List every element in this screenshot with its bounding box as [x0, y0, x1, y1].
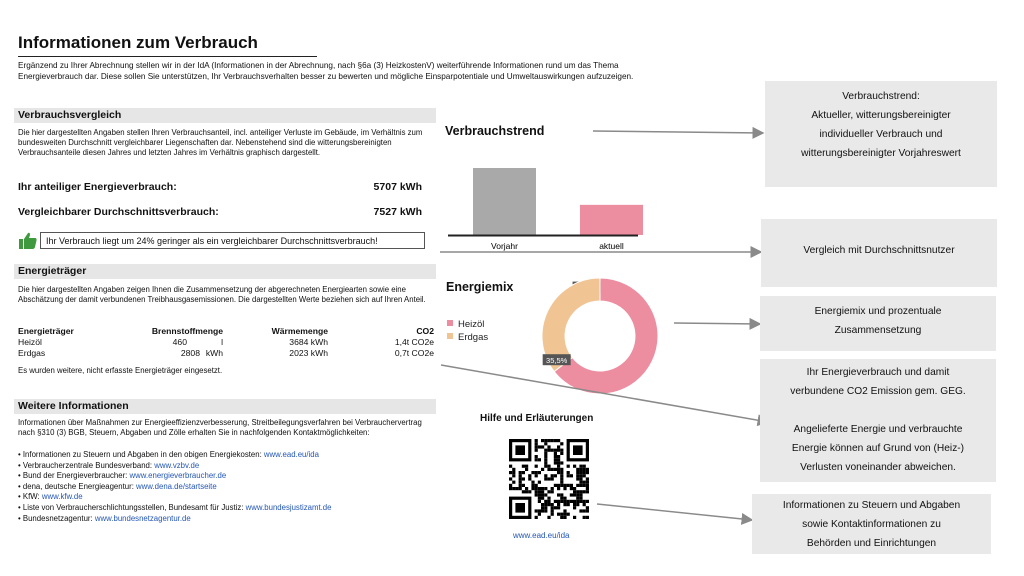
callout-line: Verbrauchstrend:	[842, 91, 920, 102]
section-heading-more-info: Weitere Informationen	[14, 399, 436, 414]
fuel-unit: kWh	[205, 347, 223, 358]
callout-line: Verlusten voneinander abweichen.	[800, 462, 956, 473]
own-consumption-value: 5707 kWh	[373, 181, 422, 193]
mix-chart-title: Energiemix	[446, 280, 514, 294]
co2-amount: 0,7t CO2e	[394, 347, 434, 358]
fuel-amount: 2808	[180, 347, 200, 358]
svg-text:Heizöl: Heizöl	[458, 319, 485, 330]
fuel-unit: l	[221, 336, 223, 347]
link-ead[interactable]: www.ead.eu/ida	[263, 450, 319, 459]
callout-taxes	[752, 494, 991, 554]
list-item-text: • Informationen zu Steuern und Abgaben in den obigen Energiekosten:	[18, 450, 264, 459]
callout-line: Energiemix und prozentuale	[814, 306, 942, 317]
callout-line: sowie Kontaktinformationen zu	[802, 519, 941, 530]
link-energieverbraucher[interactable]: www.energieverbraucher.de	[129, 471, 227, 481]
link-vzbv[interactable]: www.vzbv.de	[154, 460, 200, 470]
fuel-amount: 460	[172, 336, 187, 347]
more-info-text: Informationen über Maßnahmen zur Energieeffizienzverbesserung, Streitbeilegungsverfahren bei Verbrauchervertrag nach §310 (3) BGB, Steuern, Abgaben und Zölle erhalten Sie in nachfolgenden Kontaktmöglichkeiten:	[18, 418, 422, 438]
callout-line: witterungsbereinigter Vorjahreswert	[801, 148, 961, 159]
header-co2: CO2	[416, 325, 434, 336]
heat-amount: 2023 kWh	[289, 347, 328, 358]
callout-co2	[760, 359, 996, 482]
arrow-mix	[674, 323, 760, 324]
callout-line: individueller Verbrauch und	[819, 129, 943, 140]
link-dena[interactable]: www.dena.de/startseite	[136, 481, 217, 491]
arrow-co2	[441, 365, 768, 422]
carriers-text: Die hier dargestellten Angaben zeigen Ihnen die Zusammensetzung der abgerechneten Energiearten sowie eine Abschätzung der damit verbundenen Treibhausgasemissionen. Die dargestellten Werte beziehen sich auf Ihren Anteil.	[18, 285, 426, 305]
callout-line: Energie können auf Grund von (Heiz-)	[791, 443, 965, 454]
callout-line: verbundene CO2 Emission gem. GEG.	[790, 386, 966, 397]
trend-chart-title: Verbrauchstrend	[445, 124, 545, 138]
list-item-text: • Verbraucherzentrale Bundesverband:	[18, 460, 155, 470]
list-item-text: • Liste von Verbraucherschlichtungsstellen, Bundesamt für Justiz:	[18, 502, 246, 512]
link-kfw[interactable]: www.kfw.de	[41, 492, 83, 502]
list-item-text: • KfW:	[18, 492, 42, 502]
header-fuel-amount: Brennstoffmenge	[151, 325, 223, 336]
help-heading: Hilfe und Erläuterungen	[480, 413, 594, 424]
bar-label: Vorjahr	[491, 241, 518, 251]
header-heat-amount: Wärmemenge	[271, 325, 328, 336]
header-carrier: Energieträger	[18, 325, 74, 336]
page-title: Informationen zum Verbrauch	[18, 33, 317, 57]
arrow-taxes	[597, 504, 752, 520]
callout-line: Informationen zu Steuern und Abgaben	[782, 500, 961, 511]
callout-line: Angelieferte Energie und verbrauchte	[793, 424, 963, 435]
own-consumption-label: Ihr anteiliger Energieverbrauch:	[18, 181, 177, 193]
heat-amount: 3684 kWh	[289, 336, 328, 347]
svg-text:Erdgas: Erdgas	[458, 332, 489, 343]
callout-trend	[765, 81, 997, 187]
comparison-result-box: Ihr Verbrauch liegt um 24% geringer als ein vergleichbarer Durchschnittsverbrauch!	[40, 232, 425, 249]
intro-text: Ergänzend zu Ihrer Abrechnung stellen wir in der IdA (Informationen in der Abrechnung, nach §6a (3) HeizkostenV) weiterführende Informationen rund um das Thema Energieverbrauch dar. Diese sollen Sie unterstützen, Ihr Verbrauchsverhalten besser zu bewerten und mögliche Einsparpotentiale und Umweltauswirkungen aufzuzeigen.	[18, 61, 634, 81]
list-item-text: • dena, deutsche Energieagentur:	[18, 481, 137, 491]
callout-line: Vergleich mit Durchschnittsnutzer	[803, 245, 955, 256]
section-heading-carriers: Energieträger	[14, 264, 436, 279]
carrier-name: Erdgas	[18, 347, 46, 358]
callout-average	[761, 219, 997, 287]
section-heading-comparison: Verbrauchsvergleich	[14, 108, 436, 123]
link-bundesnetzagentur[interactable]: www.bundesnetzagentur.de	[94, 513, 191, 523]
list-item-text: • Bund der Energieverbraucher:	[18, 471, 130, 481]
co2-amount: 1,4t CO2e	[394, 336, 434, 347]
list-item-text: • Bundesnetzagentur:	[18, 513, 95, 523]
carriers-note: Es wurden weitere, nicht erfasste Energieträger eingesetzt.	[18, 366, 223, 375]
callout-spacer	[760, 401, 996, 420]
average-consumption-value: 7527 kWh	[373, 206, 422, 218]
average-consumption-label: Vergleichbarer Durchschnittsverbrauch:	[18, 206, 219, 218]
help-link[interactable]: www.ead.eu/ida	[513, 531, 570, 540]
callout-line: Behörden und Einrichtungen	[806, 538, 937, 549]
arrow-trend	[593, 131, 763, 133]
callout-line: Ihr Energieverbrauch und damit	[806, 367, 950, 378]
callout-line: Zusammensetzung	[834, 325, 922, 336]
svg-text:35,5%: 35,5%	[546, 356, 568, 366]
carrier-name: Heizöl	[18, 336, 42, 347]
callout-mix	[760, 296, 996, 351]
comparison-text: Die hier dargestellten Angaben stellen Ihren Verbrauchsanteil, incl. anteiliger Verluste im Gebäude, im Verhältnis zum bundesweiten Durchschnitt vergleichbarer Liegenschaften dar. Nebenstehend sind die witterungsbereinigten Verbrauchsanteile diesen Jahres und letzten Jahres im Verhältnis graphisch dargestellt.	[18, 128, 423, 158]
link-bundesjustizamt[interactable]: www.bundesjustizamt.de	[245, 502, 332, 512]
bar-label: aktuell	[599, 241, 624, 251]
callout-line: Aktueller, witterungsbereinigter	[811, 110, 951, 121]
